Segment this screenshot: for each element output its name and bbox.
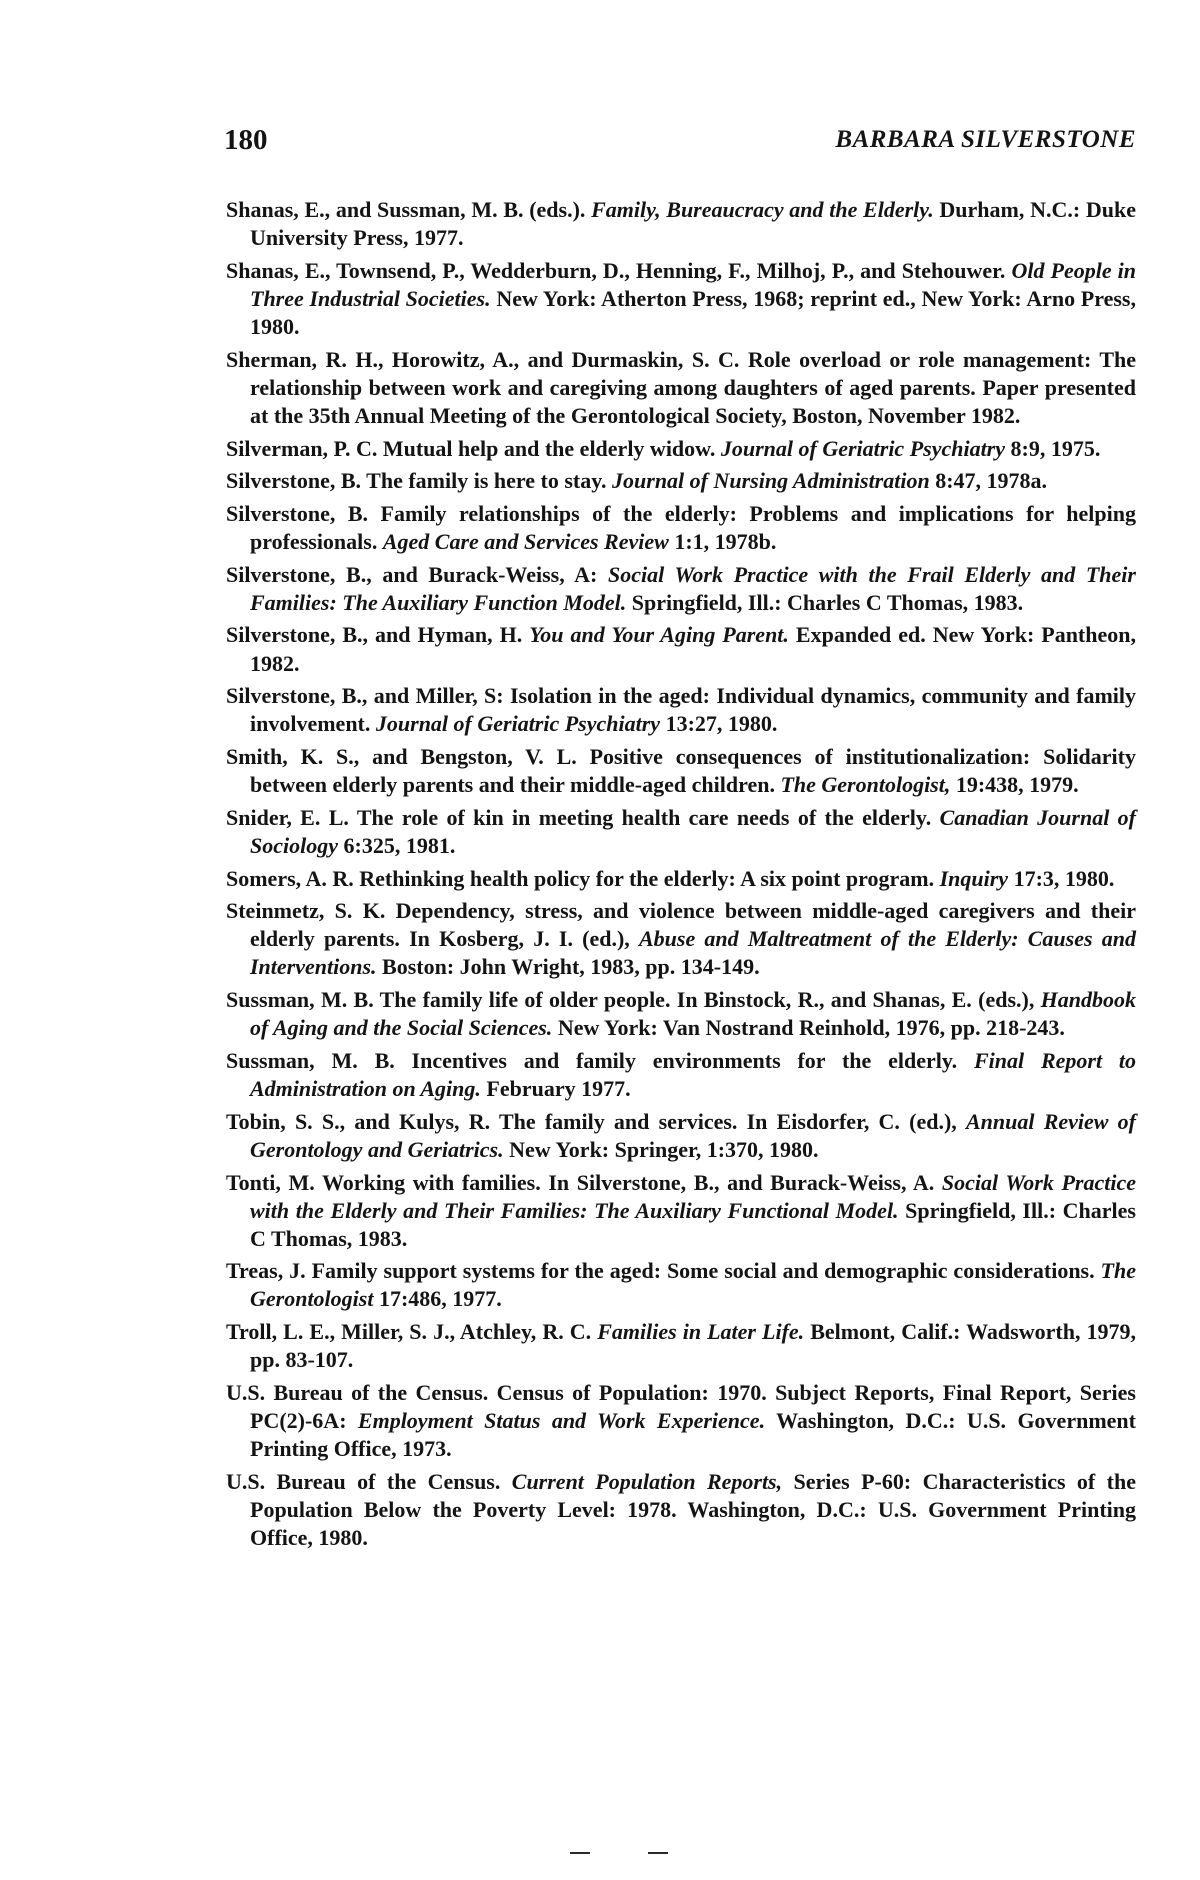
reference-details: New York: Van Nostrand Reinhold, 1976, pp. 218-243.	[552, 1015, 1065, 1041]
reference-text: Silverman, P. C. Mutual help and the elderly widow.	[226, 435, 721, 461]
reference-text: Shanas, E., and Sussman, M. B. (eds.).	[226, 197, 592, 222]
reference-entry	[226, 1169, 1136, 1253]
reference-entry	[226, 561, 1136, 617]
reference-entry	[226, 435, 1136, 463]
reference-details: 1:1, 1978b.	[668, 529, 777, 554]
reference-details: Springfield, Ill.: Charles C Thomas, 1983.	[626, 589, 1024, 615]
reference-details: 6:325, 1981.	[338, 832, 456, 858]
reference-entry	[226, 682, 1136, 738]
reference-entry	[226, 804, 1136, 860]
reference-entry	[226, 500, 1136, 556]
reference-details: Belmont, Calif.: Wadsworth, 1979, pp. 83-107.	[250, 1319, 1136, 1373]
reference-entry	[226, 1379, 1136, 1463]
reference-details: 17:3, 1980.	[1008, 865, 1115, 891]
reference-entry	[226, 621, 1136, 677]
reference-text: Troll, L. E., Miller, S. J., Atchley, R. C.	[226, 1319, 598, 1345]
reference-text: Somers, A. R. Rethinking health policy for the elderly: A six point program.	[226, 865, 940, 891]
reference-title: Family, Bureaucracy and the Elderly.	[591, 197, 934, 222]
reference-entry	[226, 865, 1136, 893]
reference-title: Social Work Practice with the Elderly and Their Families: The Auxiliary Functional Model.	[250, 1169, 1136, 1223]
reference-title: Social Work Practice with the Frail Elderly and Their Families: The Auxiliary Function Model.	[250, 561, 1136, 615]
reference-title: The Gerontologist	[250, 1258, 1136, 1312]
reference-title: Current Population Reports,	[511, 1468, 783, 1494]
reference-entry	[226, 1468, 1136, 1552]
reference-title: Journal of Geriatric Psychiatry	[720, 435, 1006, 461]
reference-entry	[226, 986, 1136, 1042]
reference-entry	[226, 196, 1136, 252]
reference-title: Aged Care and Services Review	[382, 529, 669, 554]
reference-title: Employment Status and Work Experience.	[357, 1408, 766, 1434]
reference-title: Final Report to Administration on Aging.	[250, 1047, 1137, 1102]
reference-title: Journal of Nursing Administration	[612, 468, 930, 494]
reference-entry	[226, 467, 1136, 495]
reference-entry	[226, 897, 1136, 981]
reference-list	[226, 196, 1136, 1557]
reference-details: 8:47, 1978a.	[929, 468, 1048, 494]
reference-details: 8:9, 1975.	[1005, 435, 1101, 461]
reference-text: Sussman, M. B. Incentives and family environments for the elderly.	[226, 1047, 974, 1073]
reference-text: Treas, J. Family support systems for the aged: Some social and demographic considerations.	[226, 1258, 1101, 1284]
reference-entry	[226, 1047, 1136, 1103]
running-head	[224, 124, 1136, 164]
reference-text: Sussman, M. B. The family life of older people. In Binstock, R., and Shanas, E. (eds.),	[226, 987, 1041, 1013]
footer-dash	[648, 1852, 668, 1854]
page-number: 180	[224, 124, 268, 156]
reference-text: U.S. Bureau of the Census.	[226, 1468, 512, 1494]
footer-marks	[570, 1852, 670, 1856]
reference-text: Smith, K. S., and Bengston, V. L. Positive consequences of institutionalization: Solidarity between elderly parents and their middle-aged children.	[226, 744, 1136, 798]
reference-title: Annual Review of Gerontology and Geriatrics.	[250, 1108, 1136, 1162]
reference-text: Shanas, E., Townsend, P., Wedderburn, D., Henning, F., Milhoj, P., and Stehouwer.	[226, 257, 1012, 283]
reference-details: Boston: John Wright, 1983, pp. 134-149.	[376, 954, 760, 980]
reference-title: Inquiry	[939, 865, 1009, 891]
reference-title: Canadian Journal of Sociology	[250, 804, 1136, 858]
reference-details: Durham, N.C.: Duke University Press, 1977.	[250, 197, 1136, 251]
reference-details: New York: Atherton Press, 1968; reprint ed., New York: Arno Press, 1980.	[250, 285, 1136, 339]
reference-text: Silverstone, B., and Burack-Weiss, A:	[226, 561, 608, 587]
reference-text: Tonti, M. Working with families. In Silverstone, B., and Burack-Weiss, A.	[226, 1169, 942, 1195]
reference-text: Tobin, S. S., and Kulys, R. The family and services. In Eisdorfer, C. (ed.),	[226, 1108, 966, 1134]
reference-text: Silverstone, B. The family is here to stay.	[226, 468, 613, 494]
reference-entry	[226, 1108, 1136, 1164]
reference-details: Washington, D.C.: U.S. Government Printing Office, 1973.	[250, 1408, 1136, 1462]
reference-title: Journal of Geriatric Psychiatry	[375, 711, 661, 737]
reference-text: Sherman, R. H., Horowitz, A., and Durmaskin, S. C. Role overload or role management: The relationship between work and caregiving among daughters of aged parents. Paper presented at the 35th Annual Meeting of the Gerontological Society, Boston, November 1982.	[226, 346, 1136, 428]
reference-text: Silverstone, B., and Hyman, H.	[226, 622, 530, 648]
reference-title: Old People in Three Industrial Societies.	[250, 257, 1136, 311]
reference-details: 13:27, 1980.	[660, 711, 778, 737]
reference-title: Handbook of Aging and the Social Sciences.	[250, 987, 1136, 1041]
reference-details: New York: Springer, 1:370, 1980.	[503, 1136, 819, 1162]
reference-details: Expanded ed. New York: Pantheon, 1982.	[250, 622, 1136, 676]
reference-title: The Gerontologist,	[780, 772, 951, 798]
running-title: BARBARA SILVERSTONE	[835, 126, 1136, 153]
reference-entry	[226, 1318, 1136, 1374]
reference-text: Snider, E. L. The role of kin in meeting health care needs of the elderly.	[226, 804, 940, 830]
reference-details: 17:486, 1977.	[373, 1286, 502, 1312]
reference-text: U.S. Bureau of the Census. Census of Population: 1970. Subject Reports, Final Report, Series PC(2)-6A:	[226, 1379, 1136, 1434]
reference-entry	[226, 346, 1136, 430]
reference-title: You and Your Aging Parent.	[529, 622, 789, 648]
reference-details: February 1977.	[480, 1076, 631, 1102]
reference-entry	[226, 1257, 1136, 1313]
reference-details: Springfield, Ill.: Charles C Thomas, 1983.	[250, 1197, 1136, 1251]
reference-text: Steinmetz, S. K. Dependency, stress, and violence between middle-aged caregivers and their elderly parents. In Kosberg, J. I. (ed.),	[226, 898, 1136, 952]
reference-details: Series P-60: Characteristics of the Population Below the Poverty Level: 1978. Washington, D.C.: U.S. Government Printing Office, 1980.	[250, 1468, 1136, 1550]
reference-title: Families in Later Life.	[597, 1319, 805, 1345]
reference-text: Silverstone, B. Family relationships of the elderly: Problems and implications for helping professionals.	[226, 500, 1136, 554]
reference-details: 19:438, 1979.	[950, 772, 1079, 798]
reference-entry	[226, 257, 1136, 341]
reference-entry	[226, 743, 1136, 799]
reference-title: Abuse and Maltreatment of the Elderly: Causes and Interventions.	[250, 926, 1136, 980]
reference-text: Silverstone, B., and Miller, S: Isolation in the aged: Individual dynamics, community and family involvement.	[226, 683, 1136, 737]
footer-dash	[570, 1852, 590, 1854]
